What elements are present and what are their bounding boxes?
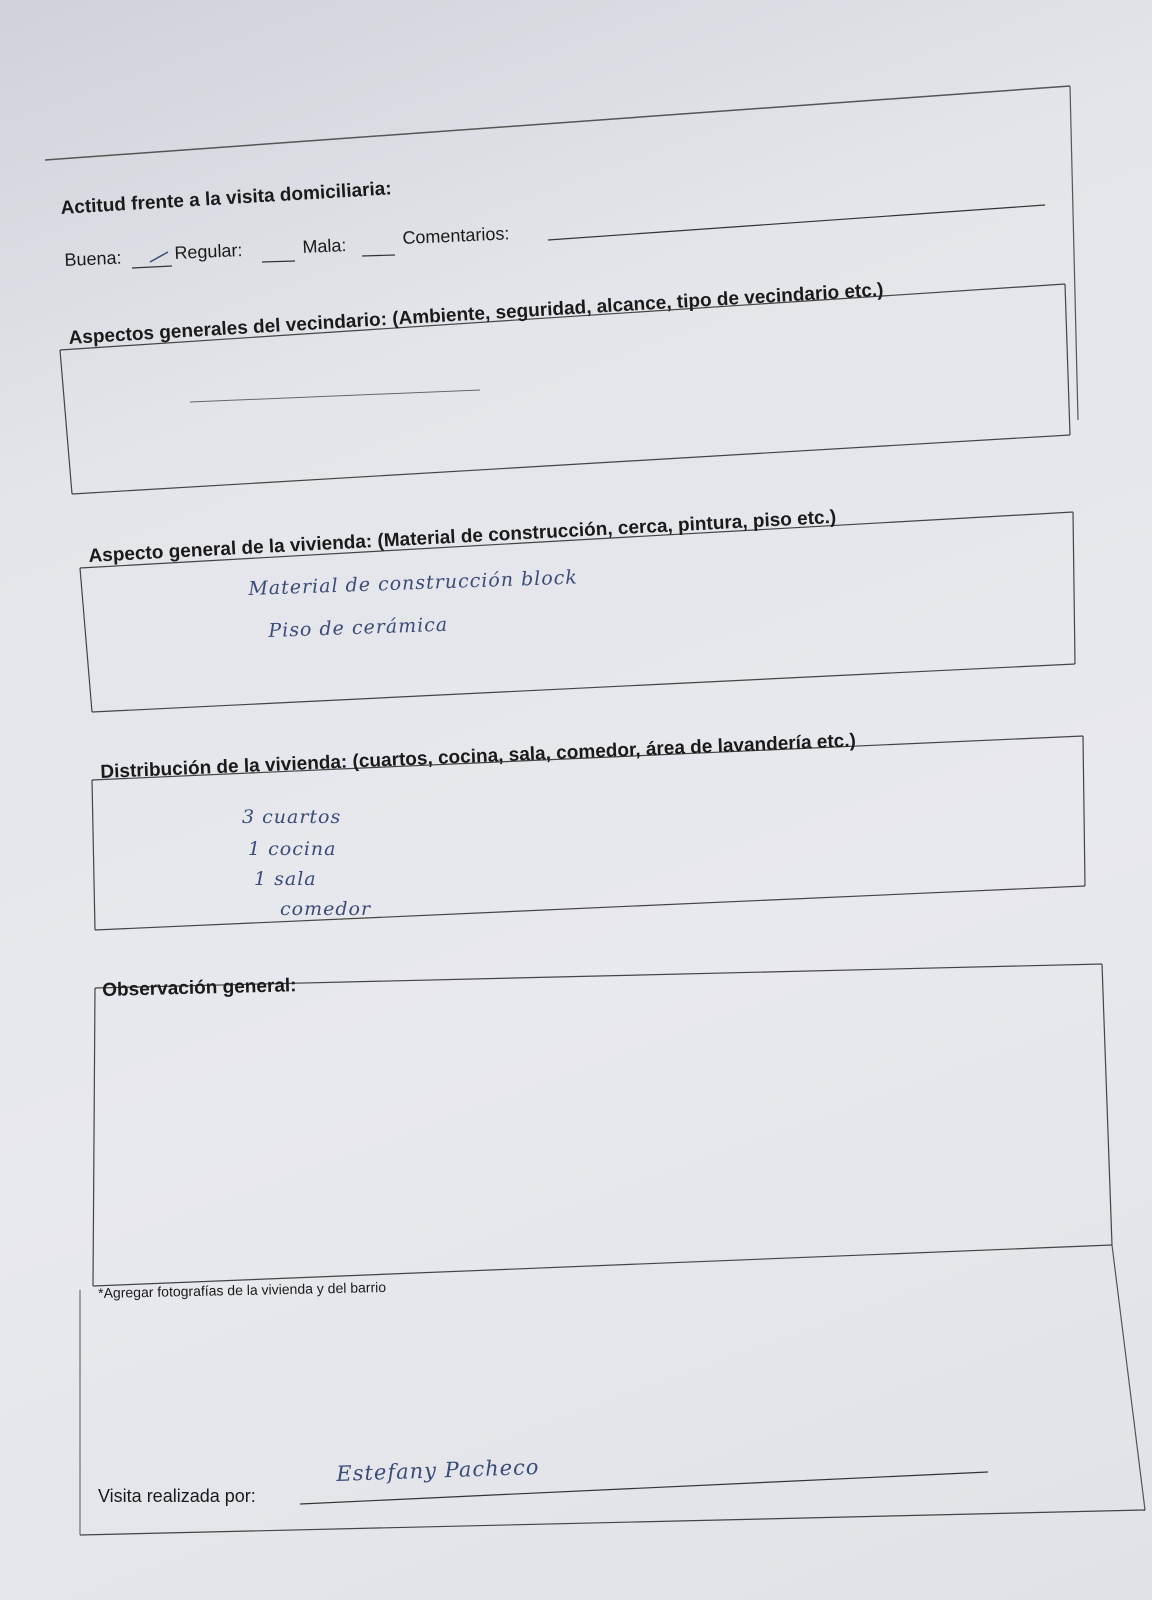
regular-label: Regular: bbox=[174, 240, 243, 263]
housing-aspect-hand-1: Material de construcción block bbox=[248, 566, 579, 600]
distribution-title: Distribución de la vivienda: bbox=[100, 751, 348, 783]
distribution-hand-4: comedor bbox=[280, 898, 372, 920]
neighborhood-title: Aspectos generales del vecindario: bbox=[68, 309, 388, 349]
distribution-hand-1: 3 cuartos bbox=[242, 806, 342, 828]
housing-aspect-hand-2: Piso de cerámica bbox=[268, 613, 449, 642]
visit-label: Visita realizada por: bbox=[98, 1486, 256, 1506]
attitude-title: Actitud frente a la visita domiciliaria: bbox=[60, 178, 393, 219]
housing-aspect-title: Aspecto general de la vivienda: bbox=[88, 531, 373, 567]
distribution-hint: (cuartos, cocina, sala, comedor, área de lavandería etc.) bbox=[352, 730, 857, 773]
comentarios-label: Comentarios: bbox=[402, 223, 510, 248]
visit-signature: Estefany Pacheco bbox=[336, 1454, 540, 1486]
housing-aspect-hint: (Material de construcción, cerca, pintura, piso etc.) bbox=[376, 506, 837, 552]
mala-label: Mala: bbox=[302, 235, 347, 257]
observation-title: Observación general: bbox=[102, 975, 297, 1001]
distribution-hand-2: 1 cocina bbox=[248, 838, 337, 860]
observation-box bbox=[93, 964, 1112, 1286]
distribution-hand-3: 1 sala bbox=[254, 868, 317, 890]
buena-label: Buena: bbox=[64, 247, 122, 270]
neighborhood-hint: (Ambiente, seguridad, alcance, tipo de vecindario etc.) bbox=[391, 279, 885, 330]
photo-note: *Agregar fotografías de la vivienda y del barrio bbox=[98, 1278, 387, 1301]
